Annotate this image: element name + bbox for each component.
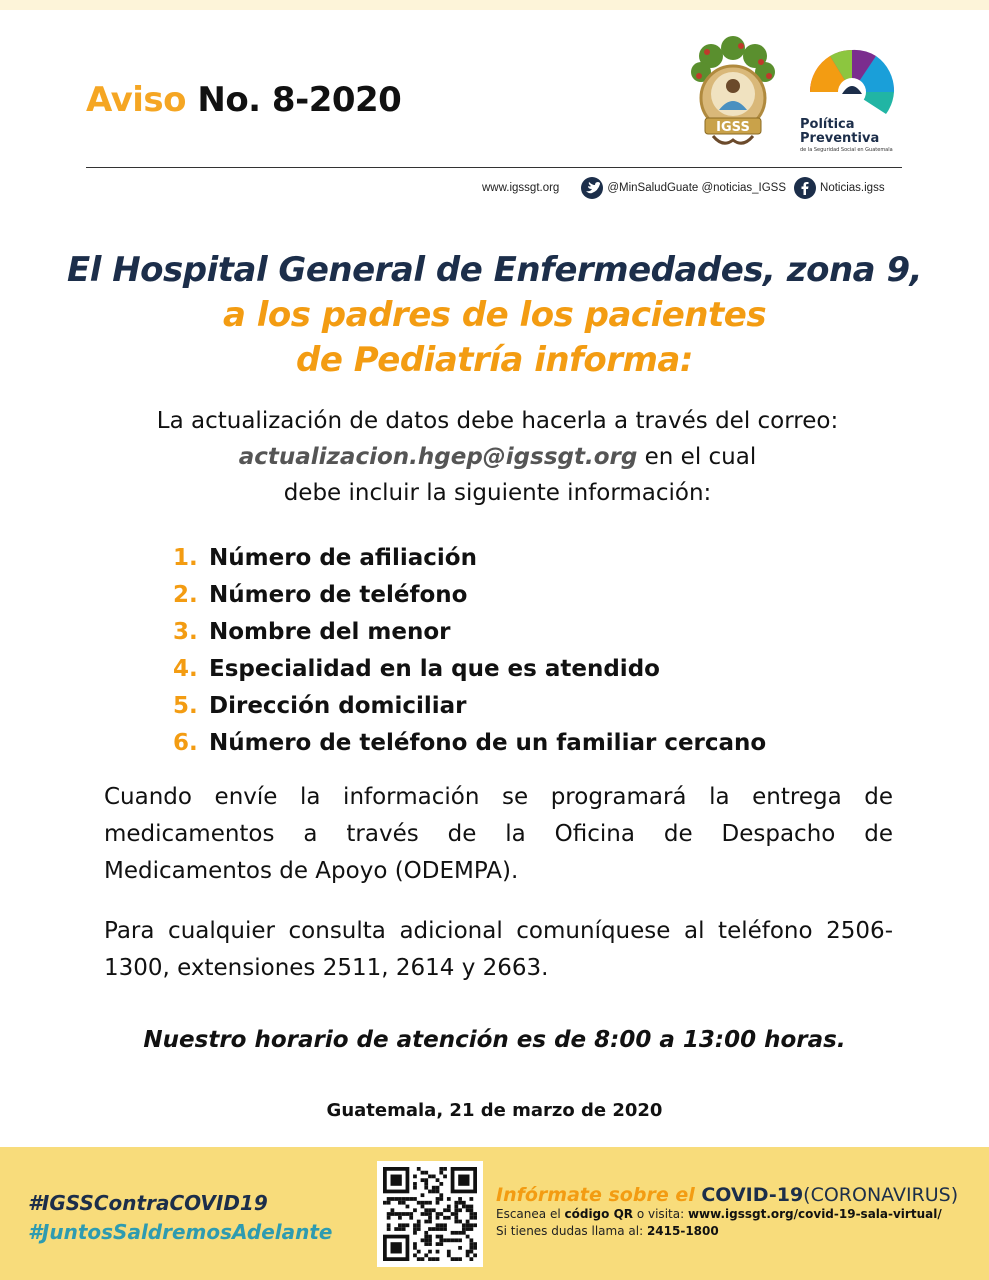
headline-line3: de Pediatría informa: — [296, 340, 693, 380]
intro-line2-suffix: en el cual — [644, 444, 757, 470]
intro-line3: debe incluir la siguiente información: — [283, 480, 712, 506]
info-title-a: Infórmate sobre el — [496, 1184, 695, 1206]
scan-text-c: o visita: — [636, 1207, 685, 1221]
aviso-number: No. 8-2020 — [197, 80, 402, 120]
pp-logo-line1: Política — [800, 117, 855, 132]
headline-line2: a los padres de los pacientes — [222, 295, 767, 335]
info-title-covid: COVID-19 — [701, 1184, 804, 1206]
scan-text-a: Escanea el — [496, 1207, 561, 1221]
list-item: 3. Nombre del menor — [173, 619, 451, 645]
header-rule — [86, 167, 902, 168]
hashtag-juntos: #JuntosSaldremosAdelante — [28, 1220, 333, 1244]
aviso-title — [86, 80, 401, 120]
aviso-word: Aviso — [86, 80, 187, 120]
schedule-note: Nuestro horario de atención es de 8:00 a 13:00 horas. — [143, 1027, 846, 1053]
footer-banner — [0, 1147, 989, 1280]
date-line: Guatemala, 21 de marzo de 2020 — [326, 1100, 663, 1121]
facebook-page[interactable]: Noticias.igss — [820, 182, 885, 194]
headline-line1: El Hospital General de Enfermedades, zona 9, — [66, 250, 923, 290]
twitter-handles[interactable]: @MinSaludGuate @noticias_IGSS — [607, 182, 787, 194]
intro-text — [0, 403, 989, 511]
headline — [0, 248, 989, 383]
contact-email[interactable]: actualizacion.hgep@igssgt.org — [238, 444, 638, 470]
paragraph-contact: Para cualquier consulta adicional comuníquese al teléfono 2506-1300, extensiones 2511, 2614 y 2663. — [104, 918, 893, 981]
phone-text: Si tienes dudas llama al: — [496, 1224, 644, 1238]
list-item: 6. Número de teléfono de un familiar cercano — [173, 730, 767, 756]
phone-number[interactable]: 2415-1800 — [646, 1224, 719, 1238]
list-item: 4. Especialidad en la que es atendido — [173, 656, 660, 682]
intro-line1: La actualización de datos debe hacerla a través del correo: — [156, 408, 839, 434]
hashtag-igss-contra-covid: #IGSSContraCOVID19 — [28, 1191, 268, 1215]
igss-logo-text: IGSS — [716, 120, 750, 135]
covid-info — [496, 1184, 958, 1240]
social-links — [482, 176, 885, 200]
facebook-icon — [794, 177, 816, 199]
igss-logo — [683, 36, 783, 156]
info-title-coronavirus: (CORONAVIRUS) — [803, 1184, 959, 1206]
scan-text-qr: código QR — [564, 1207, 634, 1221]
pp-logo-line2: Preventiva — [800, 131, 880, 146]
paragraph-delivery: Cuando envíe la información se programará la entrega de medicamentos a través de la Oficina de Despacho de Medicamentos de Apoyo (ODEMPA). — [104, 784, 893, 884]
list-item: 5. Dirección domiciliar — [173, 693, 467, 719]
twitter-icon — [581, 177, 603, 199]
qr-code[interactable] — [377, 1161, 483, 1267]
list-item: 2. Número de teléfono — [173, 582, 468, 608]
website-link[interactable]: www.igssgt.org — [482, 182, 560, 194]
requirements-list — [173, 540, 766, 762]
politica-preventiva-logo — [796, 42, 906, 154]
pp-logo-sub: de la Seguridad Social en Guatemala — [800, 147, 893, 153]
covid-url-link[interactable]: www.igssgt.org/covid-19-sala-virtual/ — [687, 1207, 942, 1221]
top-strip — [0, 0, 989, 10]
list-item: 1. Número de afiliación — [173, 545, 477, 571]
